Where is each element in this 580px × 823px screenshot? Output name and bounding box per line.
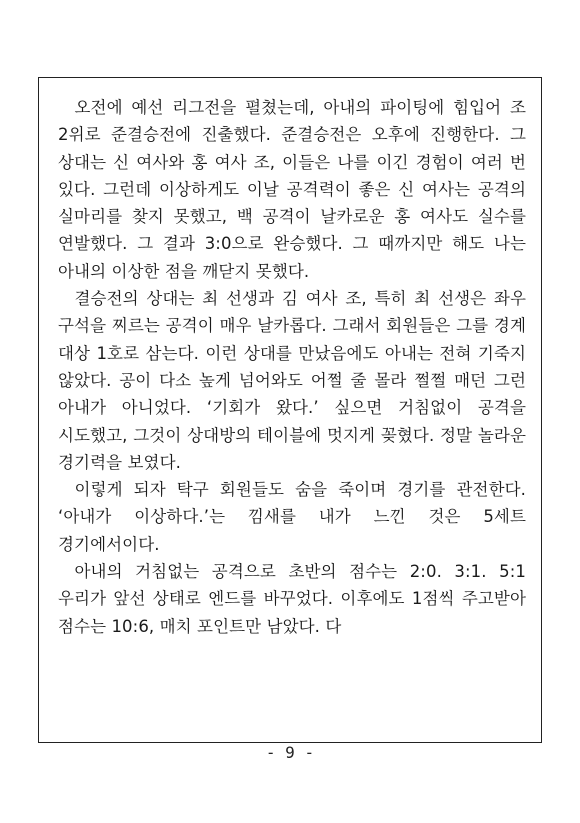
page-number: - 9 -: [265, 743, 315, 762]
paragraph-4: 아내의 거침없는 공격으로 초반의 점수는 2:0. 3:1. 5:1 우리가 앞선 상태로 엔드를 바꾸었다. 이후에도 1점씩 주고받아 점수는 10:6, 매치 포인트만 남았다. 다: [58, 562, 526, 636]
paragraph-3: 이렇게 되자 탁구 회원들도 숨을 죽이며 경기를 관전한다. ‘아내가 이상하다.’는 낌새를 내가 느낀 것은 5세트 경기에서이다.: [58, 480, 526, 554]
paragraph-2: 결승전의 상대는 최 선생과 김 여사 조, 특히 최 선생은 좌우 구석을 찌르는 공격이 매우 날카롭다. 그래서 회원들은 그를 경계 대상 1호로 삼는다. 이런 상대를 만났음에도 아내는 전혀 기죽지 않았다. 공이 다소 높게 넘어와도 어쩔 줄 몰라 쩔쩔 매던 그런 아내가 아니었다. ‘기회가 왔다.’ 싶으면 거침없이 공격을 시도했고, 그것이 상대방의 테이블에 멋지게 꽂혔다. 정말 놀라운 경기력을 보였다.: [58, 289, 526, 472]
body-text: [58, 94, 526, 640]
paragraph-1: 오전에 예선 리그전을 펼쳤는데, 아내의 파이팅에 힘입어 조 2위로 준결승전에 진출했다. 준결승전은 오후에 진행한다. 그 상대는 신 여사와 홍 여사 조, 이들은 나를 이긴 경험이 여러 번 있다. 그런데 이상하게도 이날 공격력이 좋은 신 여사는 공격의 실마리를 찾지 못했고, 백 공격이 날카로운 홍 여사도 실수를 연발했다. 그 결과 3:0으로 완승했다. 그 때까지만 해도 나는 아내의 이상한 점을 깨닫지 못했다.: [58, 98, 526, 281]
